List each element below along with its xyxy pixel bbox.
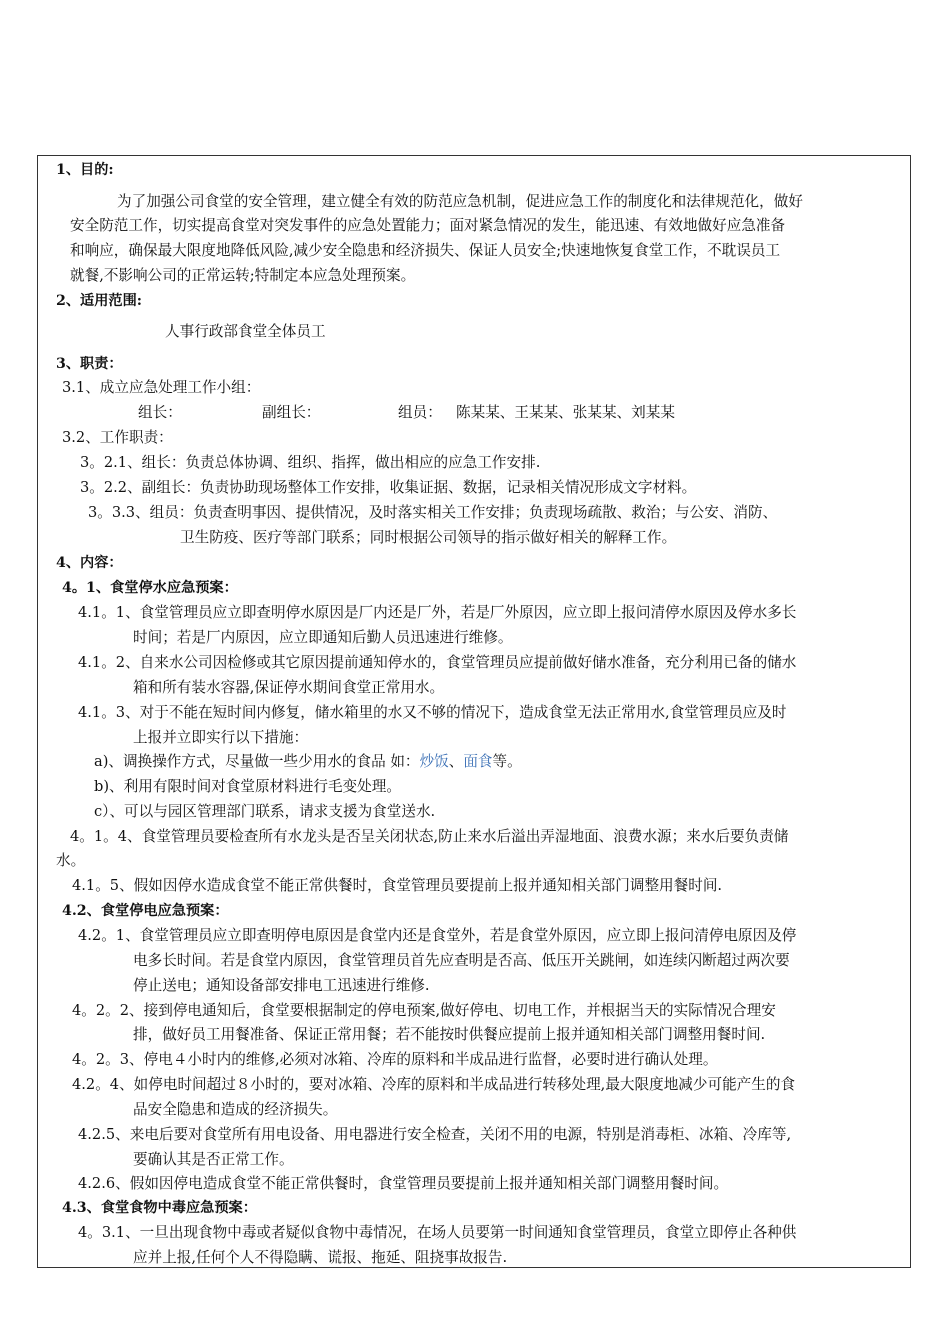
item-4-1-3-cont: 上报并立即实行以下措施： bbox=[133, 729, 309, 746]
subsection-4-3-heading: 4.3、食堂食物中毒应急预案： bbox=[62, 1200, 257, 1216]
item-4-2-2-cont: 排，做好员工用餐准备、保证正常用餐；若不能按时供餐应提前上报并通知相关部门调整用餐时间. bbox=[133, 1026, 766, 1043]
section-2-heading: 2、适用范围: bbox=[56, 293, 143, 309]
section-1-line: 为了加强公司食堂的安全管理，建立健全有效的防范应急机制，促进应急工作的制度化和法律规范化，做好 bbox=[117, 193, 803, 210]
item-4-1-3: 4.1。3、对于不能在短时间内修复，储水箱里的水又不够的情况下，造成食堂无法正常用水,食堂管理员应及时 bbox=[78, 704, 787, 721]
item-3-2: 3.2、工作职责： bbox=[62, 429, 173, 446]
members-label: 组员： bbox=[398, 404, 442, 421]
measure-a-end: 等。 bbox=[492, 753, 522, 770]
item-3-3-3-cont: 卫生防疫、医疗等部门联系；同时根据公司领导的指示做好相关的解释工作。 bbox=[180, 529, 677, 546]
measure-b: b)、利用有限时间对食堂原材料进行毛变处理。 bbox=[94, 778, 401, 795]
item-3-1: 3.1、成立应急处理工作小组： bbox=[62, 379, 261, 396]
separator: 、 bbox=[448, 753, 464, 770]
item-4-2-5-cont: 要确认其是否正常工作。 bbox=[133, 1151, 294, 1168]
item-4-1-2: 4.1。2、自来水公司因检修或其它原因提前通知停水的，食堂管理员应提前做好储水准备，充分利用已备的储水 bbox=[78, 654, 797, 671]
item-4-2-4-cont: 品安全隐患和造成的经济损失。 bbox=[133, 1101, 338, 1118]
subsection-4-1-heading: 4。1、食堂停水应急预案： bbox=[62, 580, 238, 596]
example-fried-rice: 炒饭 bbox=[419, 753, 449, 770]
subsection-4-2-heading: 4.2、食堂停电应急预案： bbox=[62, 903, 229, 919]
item-3-2-1: 3。2.1、组长：负责总体协调、组织、指挥，做出相应的应急工作安排. bbox=[80, 454, 541, 471]
item-4-1-4: 4。1。4、食堂管理员要检查所有水龙头是否呈关闭状态,防止来水后溢出弄湿地面、浪费水源；来水后要负责储 bbox=[70, 828, 789, 845]
item-3-3-3: 3。3.3、组员：负责查明事因、提供情况，及时落实相关工作安排；负责现场疏散、救治；与公安、消防、 bbox=[88, 504, 778, 521]
item-4-1-2-cont: 箱和所有装水容器,保证停水期间食堂正常用水。 bbox=[133, 679, 445, 696]
section-1-line: 安全防范工作，切实提高食堂对突发事件的应急处置能力；面对紧急情况的发生，能迅速、有效地做好应急准备 bbox=[70, 217, 786, 234]
section-1-line: 就餐,不影响公司的正常运转;特制定本应急处理预案。 bbox=[70, 267, 416, 284]
item-4-2-2: 4。2。2、接到停电通知后，食堂要根据制定的停电预案,做好停电、切电工作，并根据当天的实际情况合理安 bbox=[72, 1002, 776, 1019]
item-4-1-1-cont: 时间；若是厂内原因，应立即通知后勤人员迅速进行维修。 bbox=[133, 629, 513, 646]
section-1-heading: 1、目的: bbox=[56, 162, 114, 178]
measure-c: c）、可以与园区管理部门联系，请求支援为食堂送水. bbox=[94, 803, 436, 820]
item-4-1-1: 4.1。1、食堂管理员应立即查明停水原因是厂内还是厂外，若是厂外原因，应立即上报问清停水原因及停水多长 bbox=[78, 604, 797, 621]
item-4-1-5: 4.1。5、假如因停水造成食堂不能正常供餐时，食堂管理员要提前上报并通知相关部门调整用餐时间. bbox=[72, 877, 723, 894]
item-4-2-1: 4.2。1、食堂管理员应立即查明停电原因是食堂内还是食堂外，若是食堂外原因，应立即上报问清停电原因及停 bbox=[78, 927, 797, 944]
section-4-heading: 4、内容： bbox=[56, 555, 123, 571]
members-names: 陈某某、王某某、张某某、刘某某 bbox=[456, 404, 675, 421]
section-1-line: 和响应，确保最大限度地降低风险,减少安全隐患和经济损失、保证人员安全;快速地恢复食堂工作，不耽误员工 bbox=[70, 242, 781, 259]
item-4-2-5: 4.2.5、来电后要对食堂所有用电设备、用电器进行安全检查，关闭不用的电源，特别是消毒柜、冰箱、冷库等, bbox=[78, 1126, 792, 1143]
item-3-2-2: 3。2.2、副组长：负责协助现场整体工作安排，收集证据、数据，记录相关情况形成文字材料。 bbox=[80, 479, 697, 496]
item-4-2-4: 4.2。4、如停电时间超过８小时的，要对冰箱、冷库的原料和半成品进行转移处理,最大限度地减少可能产生的食 bbox=[72, 1076, 796, 1093]
deputy-label: 副组长： bbox=[262, 404, 321, 421]
example-noodles: 面食 bbox=[463, 753, 493, 770]
measure-a bbox=[94, 752, 522, 772]
item-4-2-6: 4.2.6、假如因停电造成食堂不能正常供餐时，食堂管理员要提前上报并通知相关部门调整用餐时间。 bbox=[78, 1175, 729, 1192]
measure-a-text: a)、调换操作方式，尽量做一些少用水的食品 如： bbox=[94, 753, 420, 770]
section-3-heading: 3、职责： bbox=[56, 356, 123, 372]
scope-text: 人事行政部食堂全体员工 bbox=[165, 323, 326, 340]
item-4-3-1: 4。3.1、一旦出现食物中毒或者疑似食物中毒情况，在场人员要第一时间通知食堂管理员，食堂立即停止各种供 bbox=[78, 1224, 797, 1241]
item-4-3-1-cont: 应并上报,任何个人不得隐瞒、谎报、拖延、阻挠事故报告. bbox=[133, 1249, 508, 1266]
leader-label: 组长： bbox=[138, 404, 182, 421]
item-4-2-3: 4。2。3、停电４小时内的维修,必须对冰箱、冷库的原料和半成品进行监督，必要时进行确认处理。 bbox=[72, 1051, 718, 1068]
item-4-2-1-cont: 电多长时间。若是食堂内原因，食堂管理员首先应查明是否高、低压开关跳闸，如连续闪断超过两次要 bbox=[133, 952, 790, 969]
item-4-1-4-cont: 水。 bbox=[56, 852, 86, 869]
item-4-2-1-cont: 停止送电；通知设备部安排电工迅速进行维修. bbox=[133, 977, 430, 994]
